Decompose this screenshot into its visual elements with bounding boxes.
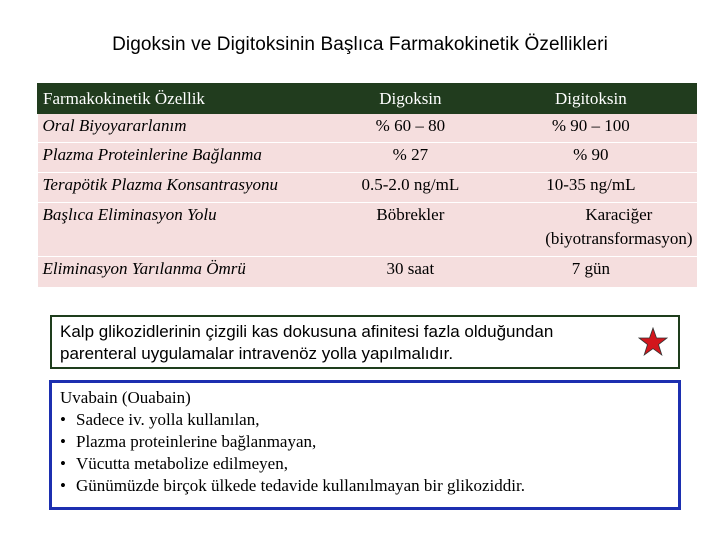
warning-note [50, 315, 680, 369]
cell-property: Başlıca Eliminasyon Yolu [38, 203, 336, 257]
pharmacokinetics-table [37, 83, 697, 287]
header-digitoxin: Digitoksin [485, 84, 696, 114]
cell-property: Oral Biyoyararlanım [38, 114, 336, 143]
note-line-1: Kalp glikozidlerinin çizgili kas dokusuna afinitesi fazla olduğundan [60, 322, 554, 341]
list-item: • Sadece iv. yolla kullanılan, [60, 409, 678, 431]
box-heading: Uvabain (Ouabain) [60, 388, 191, 407]
list-item: • Vücutta metabolize edilmeyen, [60, 453, 678, 475]
table-row [38, 257, 697, 287]
list-item: • Günümüzde birçok ülkede tedavide kullanılmayan bir glikoziddir. [60, 475, 678, 497]
cell-digitoxin: % 90 – 100 [485, 114, 696, 143]
cell-digoxin: 30 saat [336, 257, 486, 287]
cell-property: Terapötik Plazma Konsantrasyonu [38, 173, 336, 203]
header-property: Farmakokinetik Özellik [38, 84, 336, 114]
ouabain-list [60, 409, 678, 497]
cell-digitoxin: 10-35 ng/mL [485, 173, 696, 203]
star-icon [638, 327, 668, 357]
table-row [38, 143, 697, 173]
cell-digoxin: Böbrekler [336, 203, 486, 257]
table-header-row [38, 84, 697, 114]
cell-property: Plazma Proteinlerine Bağlanma [38, 143, 336, 173]
note-line-2: parenteral uygulamalar intravenöz yolla yapılmalıdır. [60, 344, 454, 363]
cell-digoxin: % 27 [336, 143, 486, 173]
list-item: • Plazma proteinlerine bağlanmayan, [60, 431, 678, 453]
table-row [38, 114, 697, 143]
cell-digoxin: % 60 – 80 [336, 114, 486, 143]
table-row [38, 203, 697, 257]
ouabain-info-box [49, 380, 681, 510]
table-row [38, 173, 697, 203]
page-title: Digoksin ve Digitoksinin Başlıca Farmakokinetik Özellikleri [112, 34, 608, 55]
cell-digoxin: 0.5-2.0 ng/mL [336, 173, 486, 203]
cell-digitoxin: % 90 [485, 143, 696, 173]
cell-property: Eliminasyon Yarılanma Ömrü [38, 257, 336, 287]
cell-digitoxin: 7 gün [485, 257, 696, 287]
header-digoxin: Digoksin [336, 84, 486, 114]
cell-digitoxin: Karaciğer (biyotransformasyon) [485, 203, 696, 257]
